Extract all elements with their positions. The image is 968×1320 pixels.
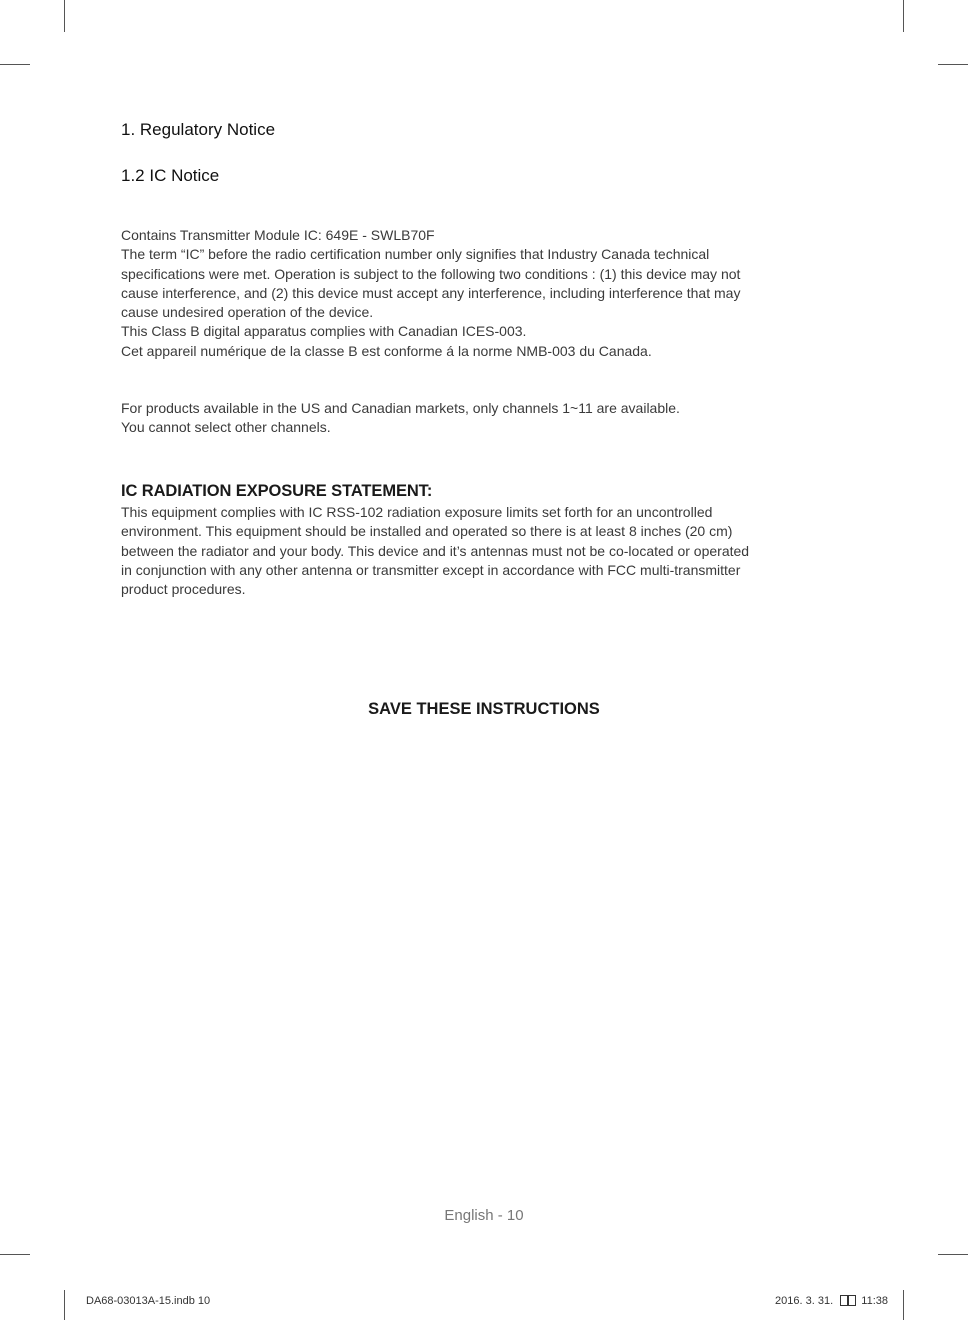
missing-glyph-icon	[840, 1295, 856, 1305]
radiation-statement-line: product procedures.	[121, 581, 246, 598]
radiation-statement-title: IC RADIATION EXPOSURE STATEMENT:	[121, 482, 433, 500]
save-instructions-heading: SAVE THESE INSTRUCTIONS	[368, 700, 600, 718]
print-slug-date: 2016. 3. 31.	[775, 1295, 834, 1307]
channels-notice-line: You cannot select other channels.	[121, 419, 331, 436]
crop-mark-top-left	[64, 0, 65, 32]
print-slug-timestamp	[775, 1295, 888, 1307]
channels-notice-line: For products available in the US and Canadian markets, only channels 1~11 are available.	[121, 400, 680, 416]
ic-notice-line: specifications were met. Operation is subject to the following two conditions : (1) this device may not	[121, 265, 741, 282]
ic-notice-line: cause undesired operation of the device.	[121, 304, 374, 321]
crop-mark-right-top	[938, 64, 968, 65]
ic-notice-line: cause interference, and (2) this device must accept any interference, including interference that may	[121, 284, 741, 301]
crop-mark-right-bottom	[938, 1254, 968, 1255]
ic-notice-paragraph	[121, 226, 841, 361]
crop-mark-bottom-right	[903, 1290, 904, 1320]
print-slug-file: DA68-03013A-15.indb 10	[86, 1295, 211, 1307]
radiation-statement-line: in conjunction with any other antenna or transmitter except in accordance with FCC multi-transmitter	[121, 561, 741, 578]
ic-notice-line: This Class B digital apparatus complies with Canadian ICES-003.	[121, 323, 527, 340]
radiation-statement-paragraph	[121, 503, 841, 599]
ic-notice-line: Contains Transmitter Module IC: 649E - SWLB70F	[121, 227, 435, 243]
crop-mark-bottom-left	[64, 1290, 65, 1320]
radiation-statement-line: environment. This equipment should be installed and operated so there is at least 8 inches (20 cm)	[121, 523, 733, 540]
crop-mark-left-bottom	[0, 1254, 30, 1255]
subsection-heading: 1.2 IC Notice	[121, 166, 220, 185]
radiation-statement-line: This equipment complies with IC RSS-102 radiation exposure limits set forth for an uncontrolled	[121, 504, 713, 520]
ic-notice-line: Cet appareil numérique de la classe B est conforme á la norme NMB-003 du Canada.	[121, 342, 652, 359]
channels-notice-paragraph	[121, 399, 841, 438]
ic-notice-line: The term “IC” before the radio certification number only signifies that Industry Canada technical	[121, 246, 710, 263]
crop-mark-top-right	[903, 0, 904, 32]
print-slug-time: 11:38	[861, 1295, 888, 1307]
crop-mark-left-top	[0, 64, 30, 65]
radiation-statement-line: between the radiator and your body. This device and it’s antennas must not be co-located or operated	[121, 542, 750, 559]
page-number: English - 10	[444, 1207, 524, 1224]
section-heading: 1. Regulatory Notice	[121, 120, 276, 139]
